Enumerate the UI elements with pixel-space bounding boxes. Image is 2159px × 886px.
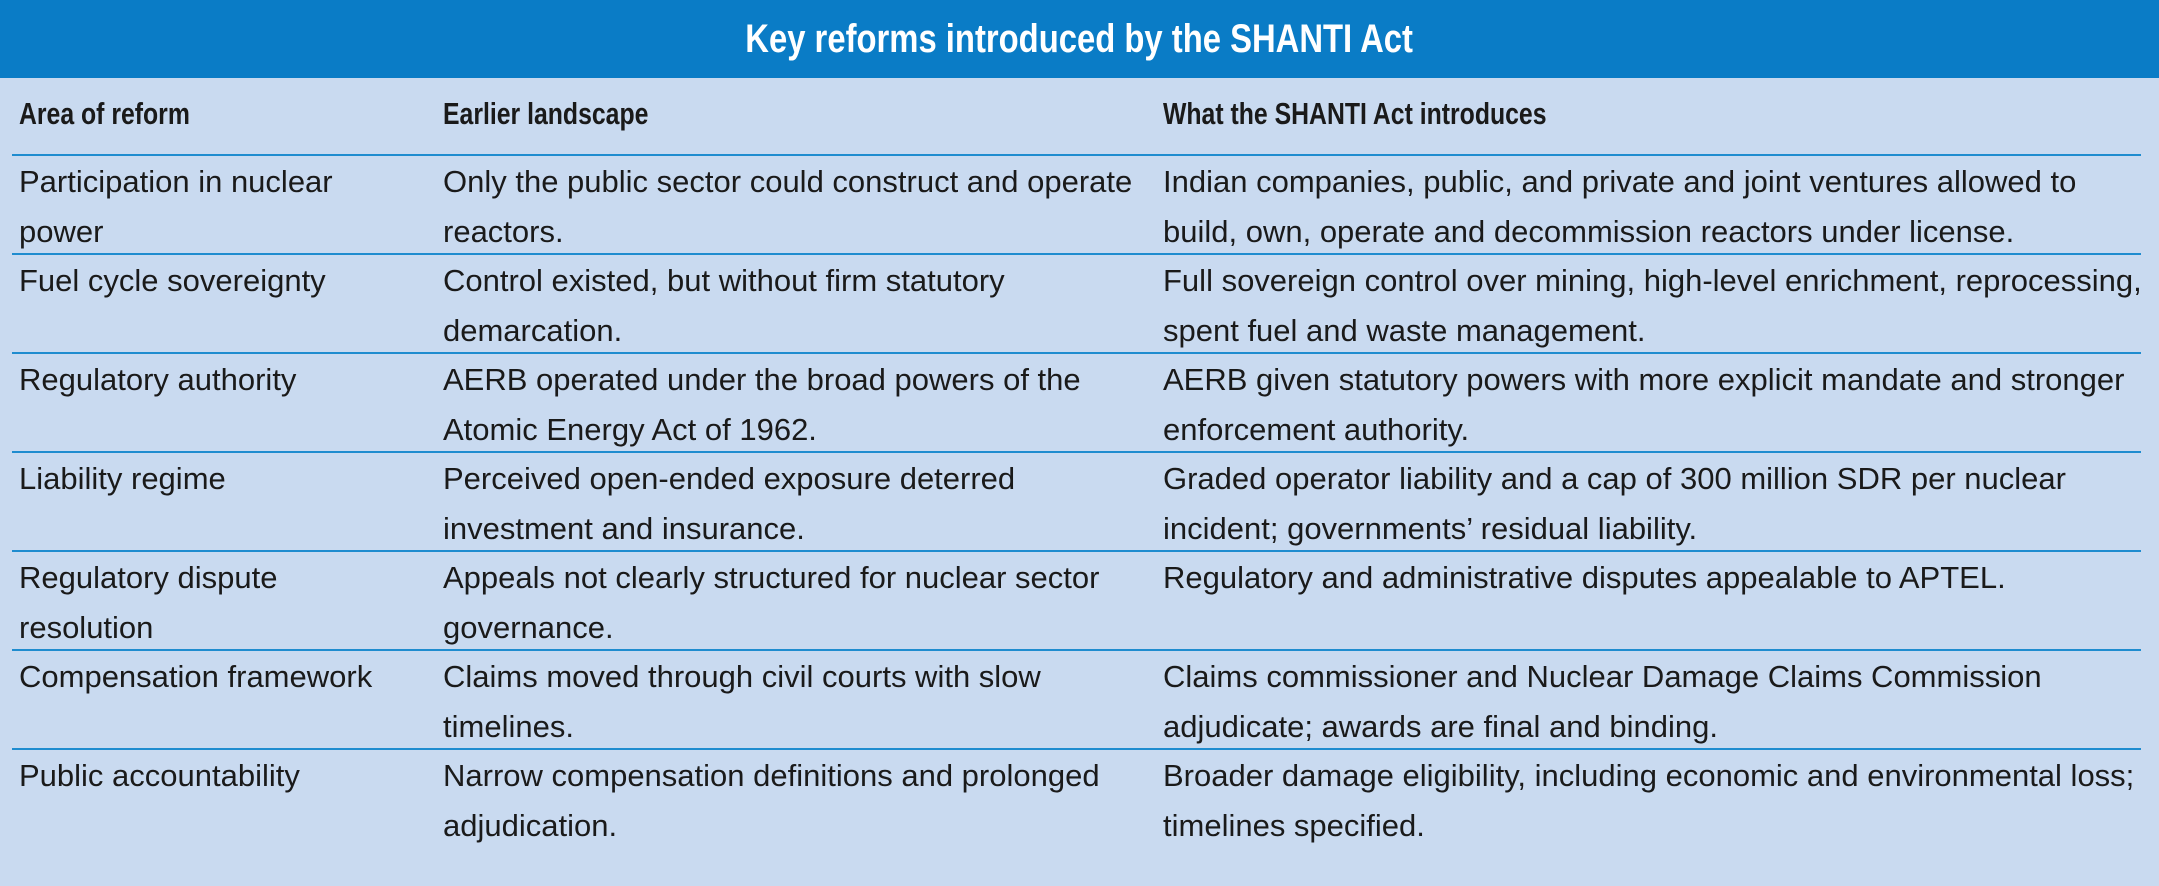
column-header-area: Area of reform bbox=[19, 96, 190, 131]
cell-earlier: Narrow compensation definitions and prolonged adjudication. bbox=[443, 758, 1100, 843]
table-row bbox=[0, 451, 2159, 550]
table-title-bar bbox=[0, 0, 2159, 78]
cell-area: Participation in nuclear power bbox=[19, 164, 333, 249]
cell-area: Compensation framework bbox=[19, 659, 373, 694]
cell-introduces: Graded operator liability and a cap of 300 million SDR per nuclear incident; governments’ residual liability. bbox=[1163, 461, 2066, 546]
row-divider bbox=[12, 550, 2141, 552]
row-divider bbox=[12, 649, 2141, 651]
cell-earlier: Appeals not clearly structured for nuclear sector governance. bbox=[443, 560, 1100, 645]
reforms-table bbox=[0, 78, 2159, 886]
cell-area: Regulatory dispute resolution bbox=[19, 560, 278, 645]
column-header-earlier: Earlier landscape bbox=[443, 96, 649, 131]
cell-introduces: Claims commissioner and Nuclear Damage Claims Commission adjudicate; awards are final and binding. bbox=[1163, 659, 2042, 744]
cell-earlier: Only the public sector could construct and operate reactors. bbox=[443, 164, 1133, 249]
cell-area: Liability regime bbox=[19, 461, 226, 496]
column-header-introduces: What the SHANTI Act introduces bbox=[1163, 96, 1547, 131]
cell-area: Public accountability bbox=[19, 758, 300, 793]
cell-earlier: Control existed, but without firm statutory demarcation. bbox=[443, 263, 1005, 348]
table-row bbox=[0, 154, 2159, 253]
table-header-row bbox=[0, 78, 2159, 154]
row-divider bbox=[12, 154, 2141, 156]
cell-area: Regulatory authority bbox=[19, 362, 297, 397]
table-row bbox=[0, 253, 2159, 352]
row-divider bbox=[12, 253, 2141, 255]
cell-introduces: Full sovereign control over mining, high-level enrichment, reprocessing, spent fuel and waste management. bbox=[1163, 263, 2142, 348]
row-divider bbox=[12, 352, 2141, 354]
cell-earlier: Claims moved through civil courts with slow timelines. bbox=[443, 659, 1041, 744]
row-divider bbox=[12, 451, 2141, 453]
cell-earlier: AERB operated under the broad powers of the Atomic Energy Act of 1962. bbox=[443, 362, 1081, 447]
cell-area: Fuel cycle sovereignty bbox=[19, 263, 326, 298]
table-row bbox=[0, 649, 2159, 748]
cell-introduces: AERB given statutory powers with more explicit mandate and stronger enforcement authority. bbox=[1163, 362, 2125, 447]
table-title: Key reforms introduced by the SHANTI Act bbox=[745, 16, 1414, 61]
cell-introduces: Broader damage eligibility, including economic and environmental loss; timelines specified. bbox=[1163, 758, 2135, 843]
table-row bbox=[0, 352, 2159, 451]
table-row bbox=[0, 748, 2159, 847]
cell-earlier: Perceived open-ended exposure deterred investment and insurance. bbox=[443, 461, 1016, 546]
table-row bbox=[0, 550, 2159, 649]
cell-introduces: Regulatory and administrative disputes appealable to APTEL. bbox=[1163, 560, 2006, 595]
cell-introduces: Indian companies, public, and private and joint ventures allowed to build, own, operate and decommission reactors under license. bbox=[1163, 164, 2077, 249]
row-divider bbox=[12, 748, 2141, 750]
